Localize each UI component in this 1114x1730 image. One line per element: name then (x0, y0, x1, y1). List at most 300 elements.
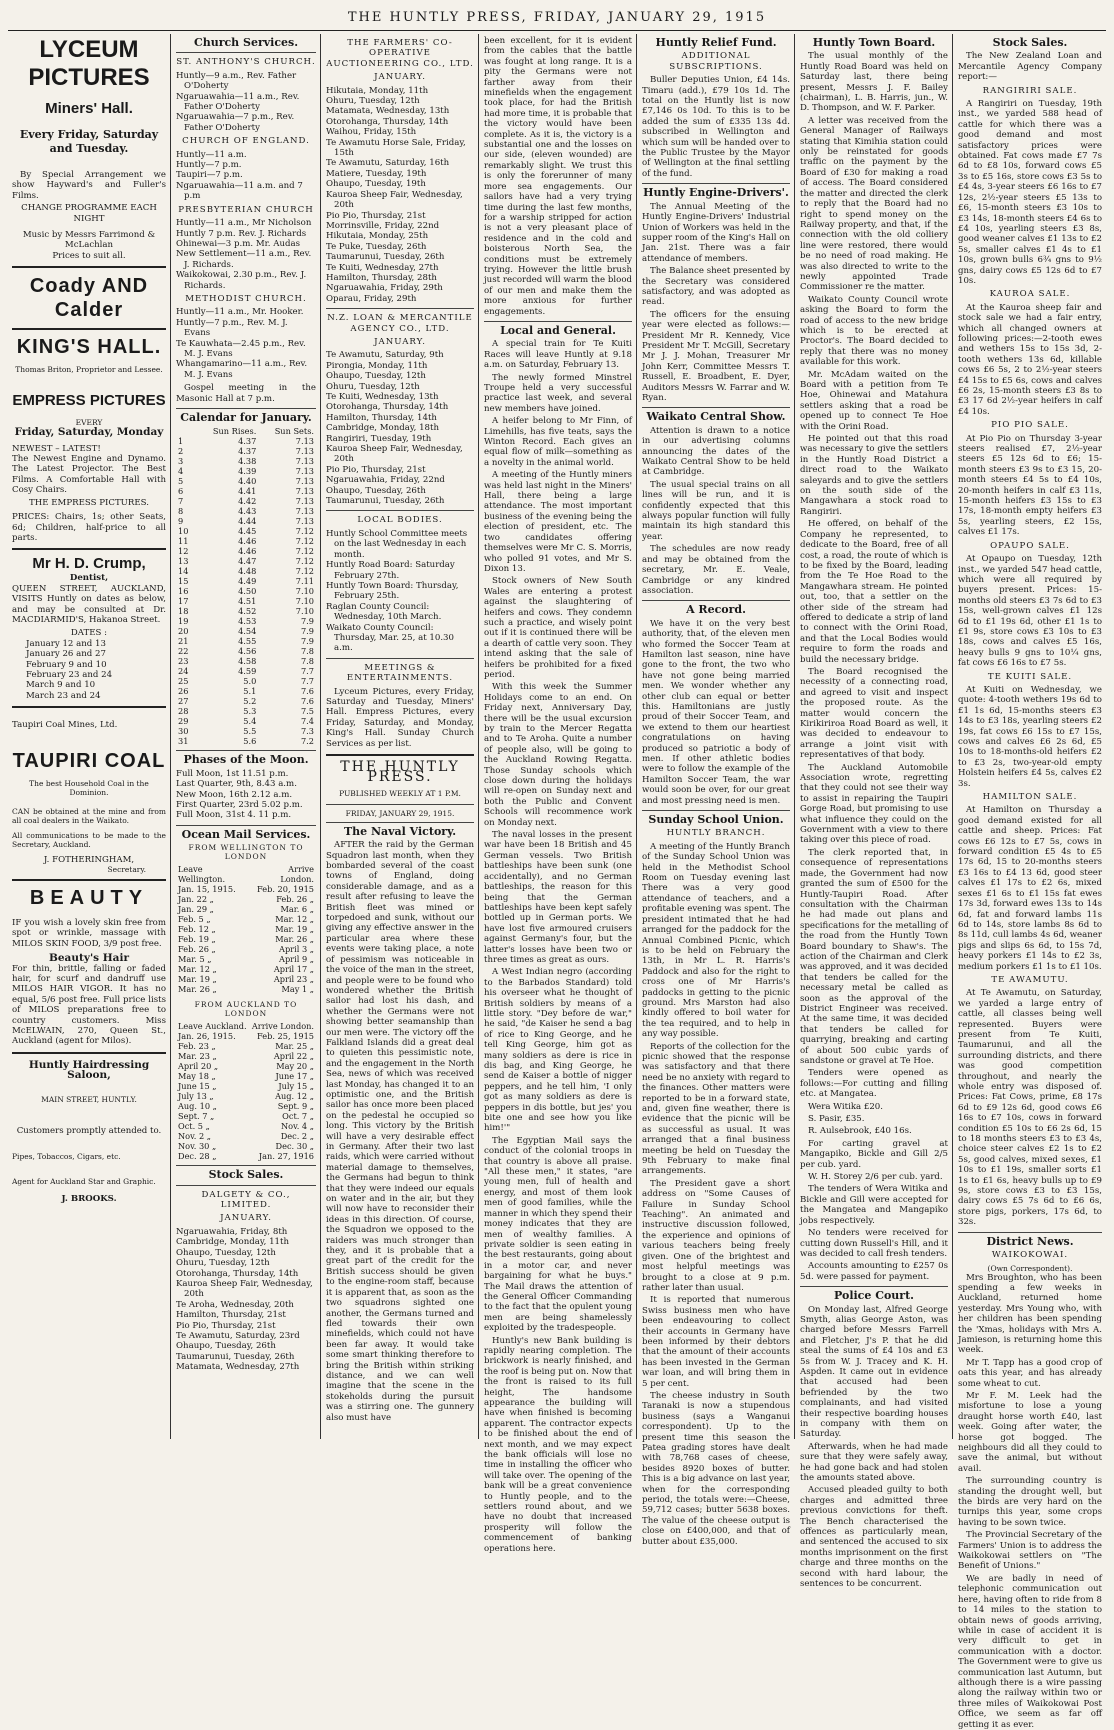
calendar-row-cell: 4.45 (238, 526, 257, 537)
mail-row-cell: Feb. 12 „ (178, 924, 216, 935)
local-general-heading: Local and General. (500, 323, 616, 337)
sale-entry: Cambridge, Monday, 11th (176, 1237, 289, 1248)
service-entry: Huntly—7 p.m., Rev. M. J. Evans (176, 317, 288, 339)
calendar-row-cell: 1 (178, 436, 184, 447)
salon-agent: Agent for Auckland Star and Graphic. (12, 1177, 156, 1187)
mail-col-header: Arrive London. (251, 1021, 314, 1032)
calendar-row (176, 476, 316, 486)
engine-heading: Huntly Engine-Drivers'. (643, 186, 789, 200)
mail-row (176, 1091, 316, 1101)
local-paragraph: The Egyptian Mail says the conduct of the colonial troops in that country is above all praise. "All these men," it states, "are young men, full of health and energy, and most of them look men of good families, while the manner in which they spend their money indicates that they are men of wealthy families. A private soldier is seen eating in the best restaurants, going about in a motor car, and never bargaining for what he buys." The Mail draws the attention of the General Officer Commanding to the fact that the opulent young men are being shamelessly exploited by the tradespeople. (484, 1135, 632, 1334)
column-news (638, 34, 794, 1547)
calendar-row-cell: 7.13 (295, 496, 314, 507)
sale-entry: Ohaupo, Tuesday, 26th (176, 1341, 276, 1352)
calendar-row (176, 486, 316, 496)
mail-row (176, 1111, 316, 1121)
mail-row (176, 1151, 316, 1161)
calendar-row-cell: 7.8 (300, 646, 314, 657)
meetings-heading: MEETINGS & ENTERTAINMENTS. (346, 662, 454, 684)
stock-sales-heading: Stock Sales. (208, 1168, 284, 1182)
calendar-row-cell: 29 (178, 716, 189, 727)
service-entry: Whangamarino—11 a.m., Rev. M. J. Evans (176, 359, 308, 380)
hamilton-heading: HAMILTON SALE. (982, 792, 1078, 803)
local-paragraph: A heifer belong to Mr Finn, of Limehills, has five teats, says the Winton Record. Each gives an equal flow of milk—something as a novelty in the animal world. (484, 416, 632, 468)
calendar-row (176, 696, 316, 706)
calendar-row (176, 516, 316, 526)
mail-row-cell: Feb. 26 „ (178, 944, 216, 955)
local-body-entry: Huntly Road Board: Saturday February 27th. (326, 560, 455, 581)
sale-entry: Ohuru, Tuesday, 12th (326, 381, 420, 392)
police-paragraph: Accused pleaded guilty to both charges and admitted three previous convictions for theft. The Bench characterised the offences as particularly mean, and sentenced the accused to six months imprisonment on the first charge and three months on the second with hard labour, the sentences to be concurrent. (800, 1485, 948, 1590)
mail-row-cell: Jan. 26, 1915. (178, 1031, 236, 1042)
calendar-row-cell: 4.40 (238, 476, 257, 487)
taupiri-obtained: CAN be obtained at the mine and from all coal dealers in the Waikato. (12, 806, 166, 825)
calendar-row-cell: 4.55 (238, 636, 257, 647)
calendar-row (176, 616, 316, 626)
mail-row-cell: Mar. 23 „ (178, 1051, 217, 1062)
sale-entry: Ngaruawahia, Friday, 8th (176, 1226, 288, 1237)
calendar-row-cell: 7.7 (300, 666, 314, 677)
service-entry: New Settlement—11 a.m., Rev. J. Richards. (176, 249, 312, 270)
sale-entry: Kauroa Sheep Fair, Wednesday, 20th (326, 189, 463, 211)
fotheringham: J. FOTHERINGHAM, (43, 854, 135, 865)
salon-customers: Customers promptly attended to. (16, 1125, 162, 1136)
relief-subheading: ADDITIONAL SUBSCRIPTIONS. (669, 51, 763, 72)
sale-entry: Te Awamutu, Saturday, 9th (326, 350, 444, 361)
presby-heading: PRESBYTERIAN CHURCH (178, 204, 314, 215)
mail-row-cell: April 3 „ (279, 944, 314, 955)
town-board-paragraph: W. H. Storey 2/6 per cub. yard. (808, 1172, 943, 1183)
calendar-row-cell: 20 (178, 626, 189, 637)
crump-dates-head: DATES : (70, 628, 108, 639)
crump-dentist: Dentist, (69, 573, 109, 584)
calendar-row (176, 496, 316, 506)
service-entry: Ohinewai—3 p.m. Mr. Audas (176, 238, 301, 249)
town-board-paragraph: For carting gravel at Mangapiko, Bickle and Gill 2/5 per cub. yard. (800, 1138, 948, 1170)
service-entry: Huntly—11 a.m., Mr Nicholson (176, 218, 312, 229)
mail-row-cell: Dec. 28 „ (178, 1151, 217, 1162)
calendar-row-cell: 4.37 (238, 436, 257, 447)
column-sales-and-editorial (322, 34, 478, 1439)
town-board-paragraph: He pointed out that this road was necessary to give the settlers in the Huntly Road District a direct road to the Waikato saleyards and to give the settlers on the south side of the Mangawhara a stock road to Rangiriri. (800, 434, 948, 517)
sale-entry: Te Kuiti, Wednesday, 13th (326, 392, 439, 402)
district-paragraph: We are badly in need of telephonic communication out here, having often to ride from 8 to 14 miles to the station to obtain news of goods arriving, while in case of accident it is very difficult to get in communication with a doctor. The Government were to give us communication last Autumn, but although there is a wire passing along the railway within two or three miles of Waikokowai Post Office, we seem as far off getting it as ever. (958, 1573, 1102, 1730)
teawamutu-body: At Te Awamutu, on Saturday, we yarded a large entry of cattle, all classes being well represented. Buyers were present from Te Kuiti, Taumarunui, and all the surrounding districts, and there was good competition throughout, and nearly the whole entry was disposed of. Prices: Fat Cows, prime, £8 17s 6d to £9 12s 6d, good cows £6 16s to £7 10s, cows in forward condition £5 10s to £6 2s 6d, 15 to 18 months steers £3 to £3 4s, choice steer calves £2 1s to £2 5s, good calves, mixed sexes, £1 10s to £1 19s, smaller sorts £1 1s to £1 6s, heavy bulls up to £9 9s, store cows £3 to £3 15s, dairy cows £5 7s 6d to £6 6s, store pigs, porkers, 17s 6d, to 32s. (958, 988, 1102, 1228)
calendar-row-cell: 18 (178, 606, 189, 617)
local-body-entry: Huntly Town Board: Thursday, February 25th. (326, 580, 459, 602)
sale-entry: Hamilton, Thursday, 14th (326, 412, 437, 423)
mail-row-cell: Jan. 15, 1915. (178, 884, 236, 895)
empress-pictures: THE EMPRESS PICTURES. (29, 497, 149, 508)
opaupo-heading: OPAUPO SALE. (990, 540, 1070, 551)
calendar-row (176, 446, 316, 456)
engine-paragraph: The Balance sheet presented by the Secretary was considered satisfactory, and was adopted as read. (642, 266, 790, 308)
mail-row-cell: Mar. 25 „ (275, 1041, 314, 1052)
sunday-paragraph: The President gave a short address on "Some Causes of Failure in Sunday School Teaching". An animated and instructive discussion followed, the experience and opinions of various teachers being freely given. One of the brightest and most helpful meetings was brought to a close at 9 p.m. rather later than usual. (642, 1178, 790, 1293)
sale-entry: Ohaupo, Tuesday, 12th (176, 1247, 276, 1258)
column-services (172, 34, 320, 1439)
calendar-row (176, 706, 316, 716)
town-board-paragraph: No tenders were received for cutting down Russell's Hill, and it was decided to call fresh tenders. (800, 1228, 948, 1259)
calendar-row-cell: 31 (178, 736, 189, 747)
calendar-row-cell: 5.2 (243, 696, 257, 707)
mail-heading: Ocean Mail Services. (181, 827, 311, 841)
anthony-heading: ST. ANTHONY'S CHURCH. (176, 57, 316, 68)
calendar-row-cell: 4.43 (238, 506, 257, 517)
dalgety-heading: DALGETY & CO., LIMITED. (201, 1189, 291, 1211)
local-body-entry: Raglan County Council: Wednesday, 10th March. (326, 601, 442, 623)
crump-date: January 12 and 13 (26, 638, 106, 649)
mail-row (176, 1031, 316, 1041)
relief-heading: Huntly Relief Fund. (655, 36, 777, 49)
sale-entry: Taumarunui, Tuesday, 26th (176, 1351, 295, 1362)
town-board-paragraph: A letter was received from the General Manager of Railways stating that Kimihia station could only be reinstated for goods traffic on the payment by the Board of £30 for making a road of access. The Board considered the matter and directed the clerk to reply that the Board had no right to spend money on the Railway property, and that, if the connection with the old colliery line were restored, there would be no need of road making. He was also directed to write to the newly appointed Trade Commissioner re the matter. (800, 115, 948, 293)
mail-row-cell: June 15 „ (178, 1081, 217, 1092)
calendar-row-cell: 7.12 (295, 566, 314, 577)
mail-row-cell: Jan. 29 „ (178, 904, 214, 915)
service-entry: Waikokowai, 2.30 p.m., Rev. J. Richards. (176, 270, 307, 291)
sale-entry: Oparau, Friday, 29th (326, 293, 417, 304)
local-paragraph: With this week the Summer Holidays come to an end. On Friday next, Anniversary Day, there will be the usual excursion by train to the Mercer Regatta and to Te Aroha. Quite a number of people also, will be going to the Auckland Rowing Regatta. Those Sunday schools which close down during the holidays will re-open on Sunday next and both the Public and Convent Schools will recommence work on Monday next. (484, 682, 632, 828)
calendar-row-cell: 7 (178, 496, 184, 507)
calendar-col-header: Sun Rises. (212, 426, 257, 437)
beauty-title: BEAUTY (29, 887, 149, 909)
town-board-paragraph: The Board recognised the necessity of a connecting road, and agreed to visit and inspect the proposed route. As the matter would concern the Kirikiriroa Road Board as well, it was decided to endeavour to arrange a joint visit with representatives of that body. (800, 666, 948, 761)
mail-row-cell: Mar. 6 „ (280, 904, 314, 915)
mail-row-cell: April 20 „ (178, 1061, 219, 1072)
calendar-row (176, 716, 316, 726)
sunday-paragraph: Reports of the collection for the picnic showed that the response was satisfactory and that there need be no anxiety with regard to the finances. Other matters were reported to be in a forward state, and, given fine weather, there is evidence that the picnic will be as successful as usual. It was arranged that a final business meeting be held on Tuesday the 9th February to make final arrangements. (642, 1041, 790, 1177)
calendar-row-cell: 5.0 (243, 676, 257, 687)
press-title: THE HUNTLY PRESS. (340, 759, 460, 786)
local-body-entry: Waikato County Council: Thursday, Mar. 25, at 10.30 a.m. (326, 622, 454, 654)
calendar-row-cell: 25 (178, 676, 189, 687)
district-paragraph: Mrs Broughton, who has been spending a few weeks in Auckland, returned home yesterday. Mrs Young who, with her children has been spending the 'Xmas, holidays with Mrs A. Jamieson, is returning home this week. (958, 1272, 1102, 1356)
mail-row (176, 914, 316, 924)
sale-entry: Pio Pio, Thursday, 21st (326, 210, 426, 221)
calendar-row (176, 646, 316, 656)
calendar-row-cell: 12 (178, 546, 189, 557)
calendar-row-cell: 7.10 (295, 586, 314, 597)
calendar-table (176, 426, 316, 746)
moon-phase: First Quarter, 23rd 5.02 p.m. (176, 800, 303, 811)
church-services-heading: Church Services. (193, 36, 299, 49)
mail-row (176, 1081, 316, 1091)
teawamutu-heading: TE AWAMUTU. (991, 974, 1069, 985)
mail-row (176, 1061, 316, 1071)
empress-every: EVERY (75, 418, 103, 428)
calendar-row (176, 606, 316, 616)
sale-entry: Te Awamutu Horse Sale, Friday, 15th (326, 137, 466, 159)
sale-entry: Hamilton, Thursday, 21st (176, 1310, 286, 1321)
sale-entry: Hamilton, Thursday, 28th (326, 272, 437, 283)
mail-header-row (176, 1021, 316, 1031)
calendar-row (176, 566, 316, 576)
town-board-paragraph: S. Pasir, £35. (808, 1114, 865, 1125)
sale-entry: Pio Pio, Thursday, 21st (326, 464, 426, 475)
engine-paragraph: The Annual Meeting of the Huntly Engine-Drivers' Industrial Union of Workers was held in the supper room of the King's Hall on Jan. 21st. There was a fair attendance of members. (642, 201, 790, 264)
mail-auckland-heading: FROM AUCKLAND TO LONDON (194, 1000, 298, 1019)
calendar-row (176, 596, 316, 606)
methodist-heading: METHODIST CHURCH. (185, 293, 307, 304)
calendar-row-cell: 16 (178, 586, 189, 597)
kauroa-heading: KAUROA SALE. (989, 289, 1071, 300)
town-board-paragraph: The usual monthly of the Huntly Road Board was held on Saturday last, there being present, Messrs J. F. Bailey (chairman), L. B. Harris, jun., W. D. Thompson, and W. F. Parker. (800, 51, 948, 114)
tekuiti-body: At Kuiti on Wednesday, we quote: 4-tooth wethers 19s 6d to £1 1s 6d, 15-months steers £3 14s to £3 18s, yearling steers £2 19s, fat cows £6 15s to £7 15s, cows and calves £6 2s 6d, £5 10s to 18-months-old heifers £2 to £3 2s, two-year-old empty Holstein heifers £4 5s, calves £2 3s. (958, 684, 1102, 789)
england-heading: CHURCH OF ENGLAND. (182, 136, 310, 147)
mail-row-cell: Feb. 5 „ (178, 914, 211, 925)
mail-row-cell: Mar. 26 „ (275, 934, 314, 945)
calendar-row-cell: 4.48 (238, 566, 257, 577)
mail-row (176, 904, 316, 914)
town-board-paragraph: R. Aulsebrook, £40 16s. (808, 1126, 912, 1137)
taupiri-household: The best Household Coal in the Dominion. (29, 778, 149, 797)
mail-row-cell: Mar. 26 „ (178, 984, 217, 995)
police-paragraph: Afterwards, when he had made sure that they were safely away, he had gone back and had stolen the amounts stated above. (800, 1441, 948, 1484)
calendar-row (176, 656, 316, 666)
district-paragraph: The surrounding country is standing the drought well, but the birds are very hard on the turnips this year, some crops having to be sown twice. (958, 1476, 1102, 1528)
crump-date: January 26 and 27 (26, 649, 106, 660)
mail-row-cell: April 22 „ (273, 1051, 314, 1062)
mail-row-cell: April 23 „ (273, 974, 314, 985)
sunday-paragraph: A meeting of the Huntly Branch of the Sunday School Union was held in the Methodist School Room on Tuesday evening last There was a very good attendance of teachers, and a profitable evening was spent. The president intimated that he had arranged for the paddock for the Annual Combined Picnic, which is to be held on February the 13th, in Mr L. R. Harris's Paddock and also for the right to cross one of Mr Harris's paddocks in getting to the picnic ground. Mrs Marston had also kindly offered to boil water for the tea required, and to help in any way possible. (642, 841, 790, 1040)
naval-body: AFTER the raid by the German Squadron last month, when they bombarded several of the coast towns of England, doing considerable damage, and as a result after refusing to leave the British fleet was mined or torpedoed and sunk, without our giving any effective answer in the particular area where these events were taking place, a note of pessimism was noticeable in the voice of the man in the street, and people were to be found who wondered whether the British sailor had lost his dash, and whether the Germans were not showing better seamanship than our men were. The victory off the Falkland Islands did a great deal to quieten this pessimistic note, and the engagement in the North Sea, news of which was received last Monday, has changed it to an optimistic one, and the British sailor has once more been placed on the pedestal he occupied so long. This victory by the British will have a very desirable effect in Germany. After their two last raids, which were carried without material damage to themselves, the Germans had begun to think that they were indeed our equals on water and in the air, but they will now have to reconsider their ideas in this direction. Of course, the Squadron we opposed to the raiders was much stronger than they, and it is probable that a great part of the credit for the British success should be given to the engine-room staff, because it is apparent that, as soon as the two squadrons sighted one another, the Germans turned and fled towards their own minefields, which could not have been far away. It would take some smart thinking therefore to bring the British within striking distance, and we can well imagine that the scene in the stokeholds during the pursuit was a stirring one. The gunnery also must have (326, 840, 474, 1423)
mail-wellington-table (176, 864, 316, 994)
calendar-header-row (176, 426, 316, 436)
local-paragraph: The newly formed Minstrel Troupe held a very successful practice last week, and several new members have joined. (484, 372, 632, 414)
empress-prices: PRICES: Chairs, 1s; other Seats, 6d; Children, half-price to all parts. (12, 512, 166, 543)
calendar-row-cell: 24 (178, 666, 189, 677)
calendar-row-cell: 8 (178, 506, 184, 517)
relief-body: Buller Deputies Union, £4 14s. Timaru (add.), £79 10s 1d. The total on the Huntly list is now £7,146 0s 10d. To this is to be added the sum of £335 13s 4d. subscribed in Wellington and which sum will be handed over to the Public Trustee by the Mayor of Wellington at the final settling of the fund. (642, 75, 790, 179)
piopio-body: At Pio Pio on Thursday 3-year steers realised £7, 2½-year steers £5 12s 6d to £6; 15-month steers £3 9s to £3 15, 20-month steers £4 5s to £4 10s, 20-month heifers in calf £3 11s, 15-month heifers £3 15s to £3 17s, 18-month empty heifers £3 5s, yearling steers, £2 15s, calves £1 17s. (958, 433, 1102, 538)
calendar-row-cell: 7.10 (295, 606, 314, 617)
service-entry: Huntly—7 p.m. (176, 160, 242, 171)
salon-street: MAIN STREET, HUNTLY. (41, 1094, 137, 1104)
crump-date: February 9 and 10 (26, 659, 107, 670)
mail-row-cell: Feb. 26 „ (276, 894, 314, 905)
calendar-row-cell: 7.13 (295, 476, 314, 487)
sale-entry: Rangiriri, Tuesday, 19th (326, 433, 432, 444)
calendar-row-cell: 7.10 (295, 596, 314, 607)
service-entry: Te Kauwhata—2.45 p.m., Rev. M. J. Evans (176, 338, 306, 359)
calendar-row-cell: 7.13 (295, 486, 314, 497)
mail-row-cell: Jan. 27, 1916 (258, 1151, 314, 1162)
mail-row (176, 1041, 316, 1051)
calendar-row-cell: 4.53 (238, 616, 257, 627)
sale-entry: Te Kuiti, Wednesday, 27th (326, 262, 439, 273)
mail-row-cell: Aug. 10 „ (178, 1101, 217, 1112)
calendar-row (176, 686, 316, 696)
empress-days: Friday, Saturday, Monday (14, 426, 164, 439)
calendar-row (176, 506, 316, 516)
naval-heading: The Naval Victory. (343, 824, 457, 838)
calendar-row (176, 676, 316, 686)
service-entry: Huntly 7 p.m. Rev. J. Richards (176, 228, 307, 239)
calendar-row-cell: 4.41 (238, 486, 257, 497)
calendar-row-cell: 4.46 (238, 546, 257, 557)
town-board-paragraph: The clerk reported that, in consequence of representations made, the Government had now granted the sum of £500 for the Huntly-Taupiri Road. After consultation with the Chairman he had made out plans and specifications for the metalling of the road from the Huntly Town Board boundary to Shaw's. The action of the Chairman and Clerk was approved, and it was decided that tenders be called for the necessary metal be called as soon as the approval of the District Engineer was received. At the same time, it was decided that tenders be called for quarrying, breaking and carting of about 500 cubic yards of sandstone or gravel at Te Hoe. (800, 847, 948, 1066)
district-paragraph: Mr F. M. Leek had the misfortune to lose a young draught horse worth £40, last week. Going after water, the horse got bogged. The neighbours did all they could to save the animal, but without avail. (958, 1390, 1102, 1474)
district-news-heading: District News. (986, 1234, 1074, 1248)
town-board-paragraph: Mr. McAdam waited on the Board with a petition from Te Hoe, Ohinewai and Matahura settlers asking that a road be opened up to connect Te Hoe with the Orini Road. (800, 369, 948, 432)
taupiri-coal: TAUPIRI COAL (12, 749, 166, 772)
calendar-row-cell: 4.59 (238, 666, 257, 677)
calendar-heading: Calendar for January. (180, 411, 312, 424)
calendar-row-cell: 7.8 (300, 656, 314, 667)
press-dateline: FRIDAY, JANUARY 29, 1915. (345, 808, 455, 818)
mail-row (176, 1141, 316, 1151)
mail-row (176, 894, 316, 904)
mail-row-cell: Nov. 30 „ (178, 1141, 217, 1152)
show-heading: Waikato Central Show. (646, 410, 786, 424)
local-paragraph: Stock owners of New South Wales are entering a protest against the slaughtering of heifers and cows. They condemn such a practice, and wisely point out if it is continued there will be a dearth of cattle very soon. They intend asking that the sale of heifers be prohibited for a fixed period. (484, 576, 632, 680)
mail-row-cell: Feb. 20, 1915 (257, 884, 314, 895)
record-heading: A Record. (686, 603, 746, 617)
column-rule (794, 34, 795, 1439)
calendar-row-cell: 10 (178, 526, 189, 537)
calendar-row-cell: 11 (178, 536, 189, 547)
sale-entry: Hikutaia, Monday, 11th (326, 85, 429, 96)
mail-row-cell: Mar. 19 „ (178, 974, 217, 985)
lyceum-change: CHANGE PROGRAMME EACH NIGHT (21, 203, 157, 224)
calendar-row-cell: 17 (178, 596, 189, 607)
beauty-hair-body: For thin, brittle, falling or faded hair, for scurf and dandruff use MILOS HAIR VIGOR. It has no equal, 5/6 post free. Full price lists of MILOS preparations free to country customers. Miss McELWAIN, 270, Queen St., Auckland (agent for Milos). (12, 963, 166, 1047)
sale-entry: Morrinsville, Friday, 22nd (326, 220, 440, 231)
hamilton-body: At Hamilton on Thursday a good demand existed for all cattle and sheep. Prices: Fat cows £6 12s to £7 5s, cows in forward condition £5 4s to £5 17s 6d, 15 to 20-months steers £3 16s to £4 13 6d, good steer calves £1 17s to £2 6s, mixed sexes £1 6s to £1 15s fat ewes 17s 3d, forward ewes 13s to 14s 6d, fat and forward lambs 11s 6d to 14s, store lambs 8s 6d to 8s 11d, cull lambs 4s 6d, weaner pigs and slips 6s 6d, to 15s 7d, heavy porkers £1 14s to £2 3s, medium porkers £1 1s to £1 10s. (958, 805, 1102, 972)
calendar-row-cell: 4 (178, 466, 184, 477)
calendar-row-cell: 6 (178, 486, 184, 497)
mail-auckland-table (176, 1021, 316, 1161)
calendar-row-cell: 7.7 (300, 676, 314, 687)
town-board-paragraph: The tenders of Wera Witika and Bickle and Gill were accepted for the Mangatea and Mangapiko jobs respectively. (800, 1184, 948, 1226)
town-board-paragraph: The Auckland Automobile Association wrote, regretting that they could not see their way to assist in repairing the Taupiri Gorge Road, but promising to use what influence they could on the Government with a view to there taking over this piece of road. (800, 762, 948, 846)
sale-entry: Otorohanga, Thursday, 14th (326, 116, 449, 127)
moon-heading: Phases of the Moon. (183, 753, 309, 767)
service-entry: Ngaruawahia—11 a.m., Rev. Father O'Doherty (176, 91, 300, 113)
mail-row (176, 934, 316, 944)
calendar-row-cell: 22 (178, 646, 189, 657)
taupiri-comms: All communications to be made to the Secretary, Auckland. (12, 830, 166, 849)
service-entry: Huntly—11 a.m. (176, 149, 247, 160)
salon-pipes: Pipes, Tobaccos, Cigars, etc. (12, 1152, 121, 1162)
own-correspondent: (Own Correspondent). (987, 1263, 1073, 1273)
calendar-row-cell: 7.13 (295, 456, 314, 467)
calendar-row (176, 666, 316, 676)
moon-phase: Last Quarter, 9th, 8.43 a.m. (176, 779, 297, 790)
calendar-row-cell: 4.56 (238, 646, 257, 657)
police-heading: Police Court. (834, 1289, 914, 1303)
crump-date: February 23 and 24 (26, 669, 113, 680)
calendar-row-cell: 4.38 (238, 456, 257, 467)
mail-row-cell: Aug. 12 „ (275, 1091, 314, 1102)
miners-hall: Miners' Hall. (45, 100, 133, 117)
calendar-row-cell: 4.44 (238, 516, 257, 527)
mail-row (176, 1101, 316, 1111)
show-paragraph: The schedules are now ready and may be obtained from the secretary, Mr. E. Veale, Cambridge or any kindred association. (642, 544, 790, 596)
sale-entry: Otorohanga, Thursday, 14th (326, 402, 449, 413)
meetings-body: Lyceum Pictures, every Friday, Saturday and Tuesday, Miners' Hall. Empress Pictures, every Friday, Saturday, and Monday, King's Hall. Sunday Church Services as per list. (326, 686, 474, 749)
service-entry: Taupiri—7 p.m. (176, 170, 243, 181)
calendar-row-cell: 4.47 (238, 556, 257, 567)
moon-phase: New Moon, 16th 2.12 a.m. (176, 789, 293, 800)
sale-entry: Kauroa Sheep Fair, Wednesday, 20th (176, 1278, 313, 1300)
mail-row-cell: Feb. 19 „ (178, 934, 216, 945)
service-entry: Huntly—11 a.m., Mr. Hooker. (176, 307, 304, 318)
calendar-row-cell: 7.9 (300, 626, 314, 637)
calendar-row-cell: 7.3 (300, 726, 314, 737)
calendar-row-cell: 5.5 (243, 726, 257, 737)
moon-phase: Full Moon, 1st 11.51 p.m. (176, 768, 289, 779)
masthead-rule (8, 30, 1106, 31)
mail-row-cell: Mar. 12 „ (178, 964, 217, 975)
service-entry: Ngaruawahia—7 p.m., Rev. Father O'Doherty (176, 112, 295, 133)
town-board-paragraph: He offered, on behalf of the Company he represented, to dedicate to the Board, free of all cost, a road, the route of which is to be fixed by the Board, leading from the Te Hoe Road to the Mangawhara stream. He pointed out, too, that a settler on the other side of the stream had offered to dedicate a strip of land to connect with the Orini Road, and that the Local Bodies would require to form the roads and build the necessary bridge. (800, 519, 948, 665)
column-local-general (480, 34, 636, 1554)
crump-body: QUEEN STREET, AUCKLAND, VISITS Huntly on dates as below, and may be consulted at Dr. MACDIARMID'S, Hakanoa Street. (12, 583, 166, 625)
sale-entry: Taumarunui, Tuesday, 26th (326, 496, 445, 507)
calendar-row-cell: 7.13 (295, 506, 314, 517)
calendar-row-cell: 7.13 (295, 436, 314, 447)
calendar-row-cell: 5.1 (243, 686, 257, 697)
salon-subtitle: Saloon, (67, 1069, 111, 1082)
mail-row-cell: Dec. 2 „ (280, 1131, 314, 1142)
mail-row-cell: Feb. 25, 1915 (257, 1031, 314, 1042)
calendar-row-cell: 3 (178, 456, 184, 467)
mail-row-cell: Nov. 2 „ (178, 1131, 212, 1142)
naval-continued: been excellent, for it is evident from the cables that the battle was fought at long range. It is a pity the Germans were not farther away from their minefields when the engagement took place, for had the British had more time, it is probable that the victory would have been complete. As it is, the victory is a substantial one and the losses on our side, (eleven wounded) are remarkably slight. We trust this is only the forerunner of many more sea engagements. Our sailors have had a very trying time during the last few months, for a warship stripped for action is not a very pleasant place of residence and in the cold and boisterous North Sea, the conditions must be extremely trying. However the little brush just recorded will warm the blood of our men and make them the more anxious for further engagements. (484, 36, 632, 317)
sunday-subheading: HUNTLY BRANCH. (666, 828, 766, 839)
calendar-row (176, 556, 316, 566)
column-town-board (796, 34, 952, 1590)
calendar-row-cell: 4.37 (238, 446, 257, 457)
calendar-row-cell: 28 (178, 706, 189, 717)
service-entry: Ngaruawahia—11 a.m. and 7 p.m (176, 180, 303, 202)
calendar-row-cell: 5.3 (243, 706, 257, 717)
town-board-heading: Huntly Town Board. (812, 36, 936, 49)
sale-entry: Taumarunui, Tuesday, 26th (326, 252, 445, 263)
calendar-row-cell: 7.13 (295, 466, 314, 477)
lyceum-special: By Special Arrangement we show Hayward's and Fuller's Films. (12, 170, 166, 201)
mail-row-cell: April 9 „ (279, 954, 314, 965)
sale-entry: Te Aroha, Wednesday, 20th (176, 1299, 294, 1310)
calendar-row-cell: 4.54 (238, 626, 257, 637)
sale-entry: Matiere, Tuesday, 19th (326, 168, 427, 179)
calendar-row-cell: 7.12 (295, 546, 314, 557)
sale-entry: Ohaupo, Tuesday, 26th (326, 485, 426, 496)
mail-row-cell: Dec. 30 „ (275, 1141, 314, 1152)
crump-date: March 23 and 24 (26, 690, 101, 701)
calendar-row-cell: 5 (178, 476, 184, 487)
mail-row-cell: Sept. 9 „ (277, 1101, 314, 1112)
mail-row (176, 1131, 316, 1141)
calendar-row-cell: 7.4 (300, 716, 314, 727)
mail-row-cell: July 15 „ (278, 1081, 314, 1092)
mail-row-cell: May 1 „ (281, 984, 314, 995)
mail-row-cell: Nov. 4 „ (280, 1121, 314, 1132)
calendar-col-header (176, 426, 195, 436)
calendar-row-cell: 7.2 (300, 736, 314, 747)
calendar-row-cell: 23 (178, 656, 189, 667)
show-paragraph: Attention is drawn to a notice in our advertising columns announcing the dates of the Waikato Central Show to be held at Cambridge. (642, 425, 790, 478)
sale-entry: Pirongia, Monday, 11th (326, 360, 428, 371)
stock-sales-heading: Stock Sales. (992, 36, 1068, 49)
calendar-row-cell: 4.50 (238, 586, 257, 597)
farmers-heading: THE FARMERS' CO-OPERATIVE AUCTIONEERING CO., LTD. (326, 38, 474, 69)
coady-calder: Coady AND Calder (29, 275, 149, 322)
record-body: We have it on the very best authority, that, of the eleven men who formed the Soccer Team at Hamilton last season, nine have gone to the front, the two who have not gone being married men. We wonder whether any other club can equal or better this. Hamiltonians are justly proud of their Soccer Team, and we extend to them our heartiest congratulations on having produced so patriotic a body of men. If other athletic bodies were to follow the example of the Hamilton Soccer Team, the war would soon be over, for our great and most pressing need is men. (642, 618, 790, 806)
gospel-meeting: Gospel meeting in the Masonic Hall at 7 p.m. (176, 383, 316, 404)
